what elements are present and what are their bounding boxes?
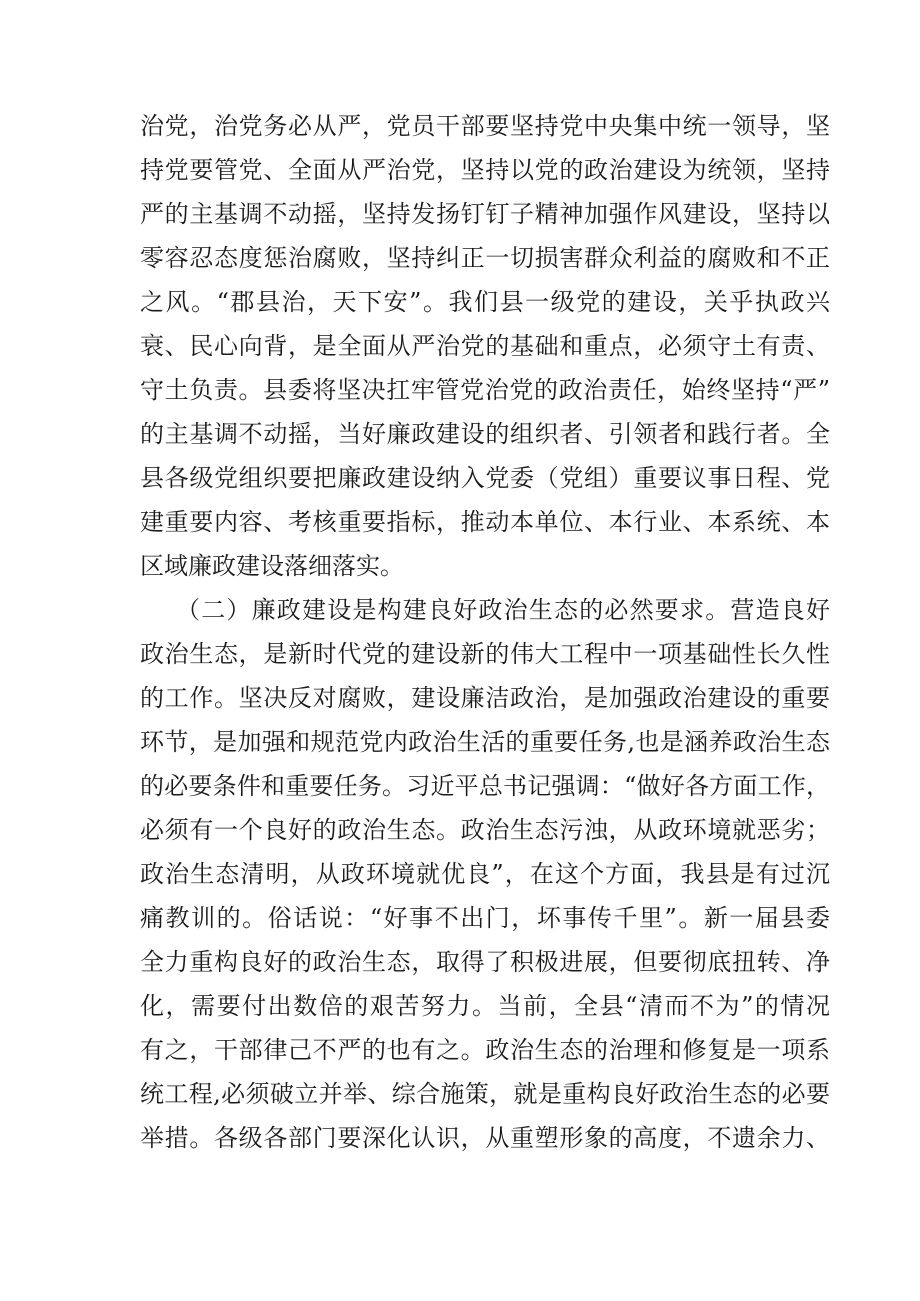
text-line: 之风。“郡县治，天下安”。我们县一级党的建设，关乎执政兴 [140, 288, 830, 316]
text-line: 守土负责。县委将坚决扛牢管党治党的政治责任，始终坚持“严” [140, 376, 830, 404]
text-line: 零容忍态度惩治腐败，坚持纠正一切损害群众利益的腐败和不正 [140, 244, 830, 272]
text-line: 区域廉政建设落细落实。 [140, 552, 404, 580]
text-line: 治党，治党务必从严，党员干部要坚持党中央集中统一领导，坚 [140, 112, 830, 140]
text-line: 有之，干部律己不严的也有之。政治生态的治理和修复是一项系 [140, 1036, 830, 1064]
text-line: 建重要内容、考核重要指标，推动本单位、本行业、本系统、本 [140, 508, 830, 536]
text-line: 环节，是加强和规范党内政治生活的重要任务,也是涵养政治生态 [140, 728, 830, 756]
text-line: （二）廉政建设是构建良好政治生态的必然要求。营造良好 [176, 596, 830, 624]
body-text [140, 104, 830, 1160]
text-line: 的主基调不动摇，当好廉政建设的组织者、引领者和践行者。全 [140, 420, 830, 448]
text-line: 统工程,必须破立并举、综合施策，就是重构良好政治生态的必要 [140, 1080, 830, 1108]
text-line: 县各级党组织要把廉政建设纳入党委（党组）重要议事日程、党 [140, 464, 830, 492]
text-line: 举措。各级各部门要深化认识，从重塑形象的高度，不遗余力、 [140, 1124, 830, 1152]
text-line: 的工作。坚决反对腐败，建设廉洁政治，是加强政治建设的重要 [140, 684, 830, 712]
text-line: 政治生态清明，从政环境就优良”，在这个方面，我县是有过沉 [140, 860, 830, 888]
text-line: 化，需要付出数倍的艰苦努力。当前，全县“清而不为”的情况 [140, 992, 830, 1020]
text-line: 政治生态，是新时代党的建设新的伟大工程中一项基础性长久性 [140, 640, 830, 668]
text-line: 衰、民心向背，是全面从严治党的基础和重点，必须守土有责、 [140, 332, 830, 360]
text-line: 持党要管党、全面从严治党，坚持以党的政治建设为统领，坚持 [140, 156, 830, 184]
text-line: 的必要条件和重要任务。习近平总书记强调：“做好各方面工作， [140, 772, 830, 800]
text-line: 全力重构良好的政治生态，取得了积极进展，但要彻底扭转、净 [140, 948, 830, 976]
text-line: 严的主基调不动摇，坚持发扬钉钉子精神加强作风建设，坚持以 [140, 200, 830, 228]
text-line: 必须有一个良好的政治生态。政治生态污浊，从政环境就恶劣； [140, 816, 830, 844]
text-line: 痛教训的。俗话说：“好事不出门，坏事传千里”。新一届县委 [140, 904, 830, 932]
